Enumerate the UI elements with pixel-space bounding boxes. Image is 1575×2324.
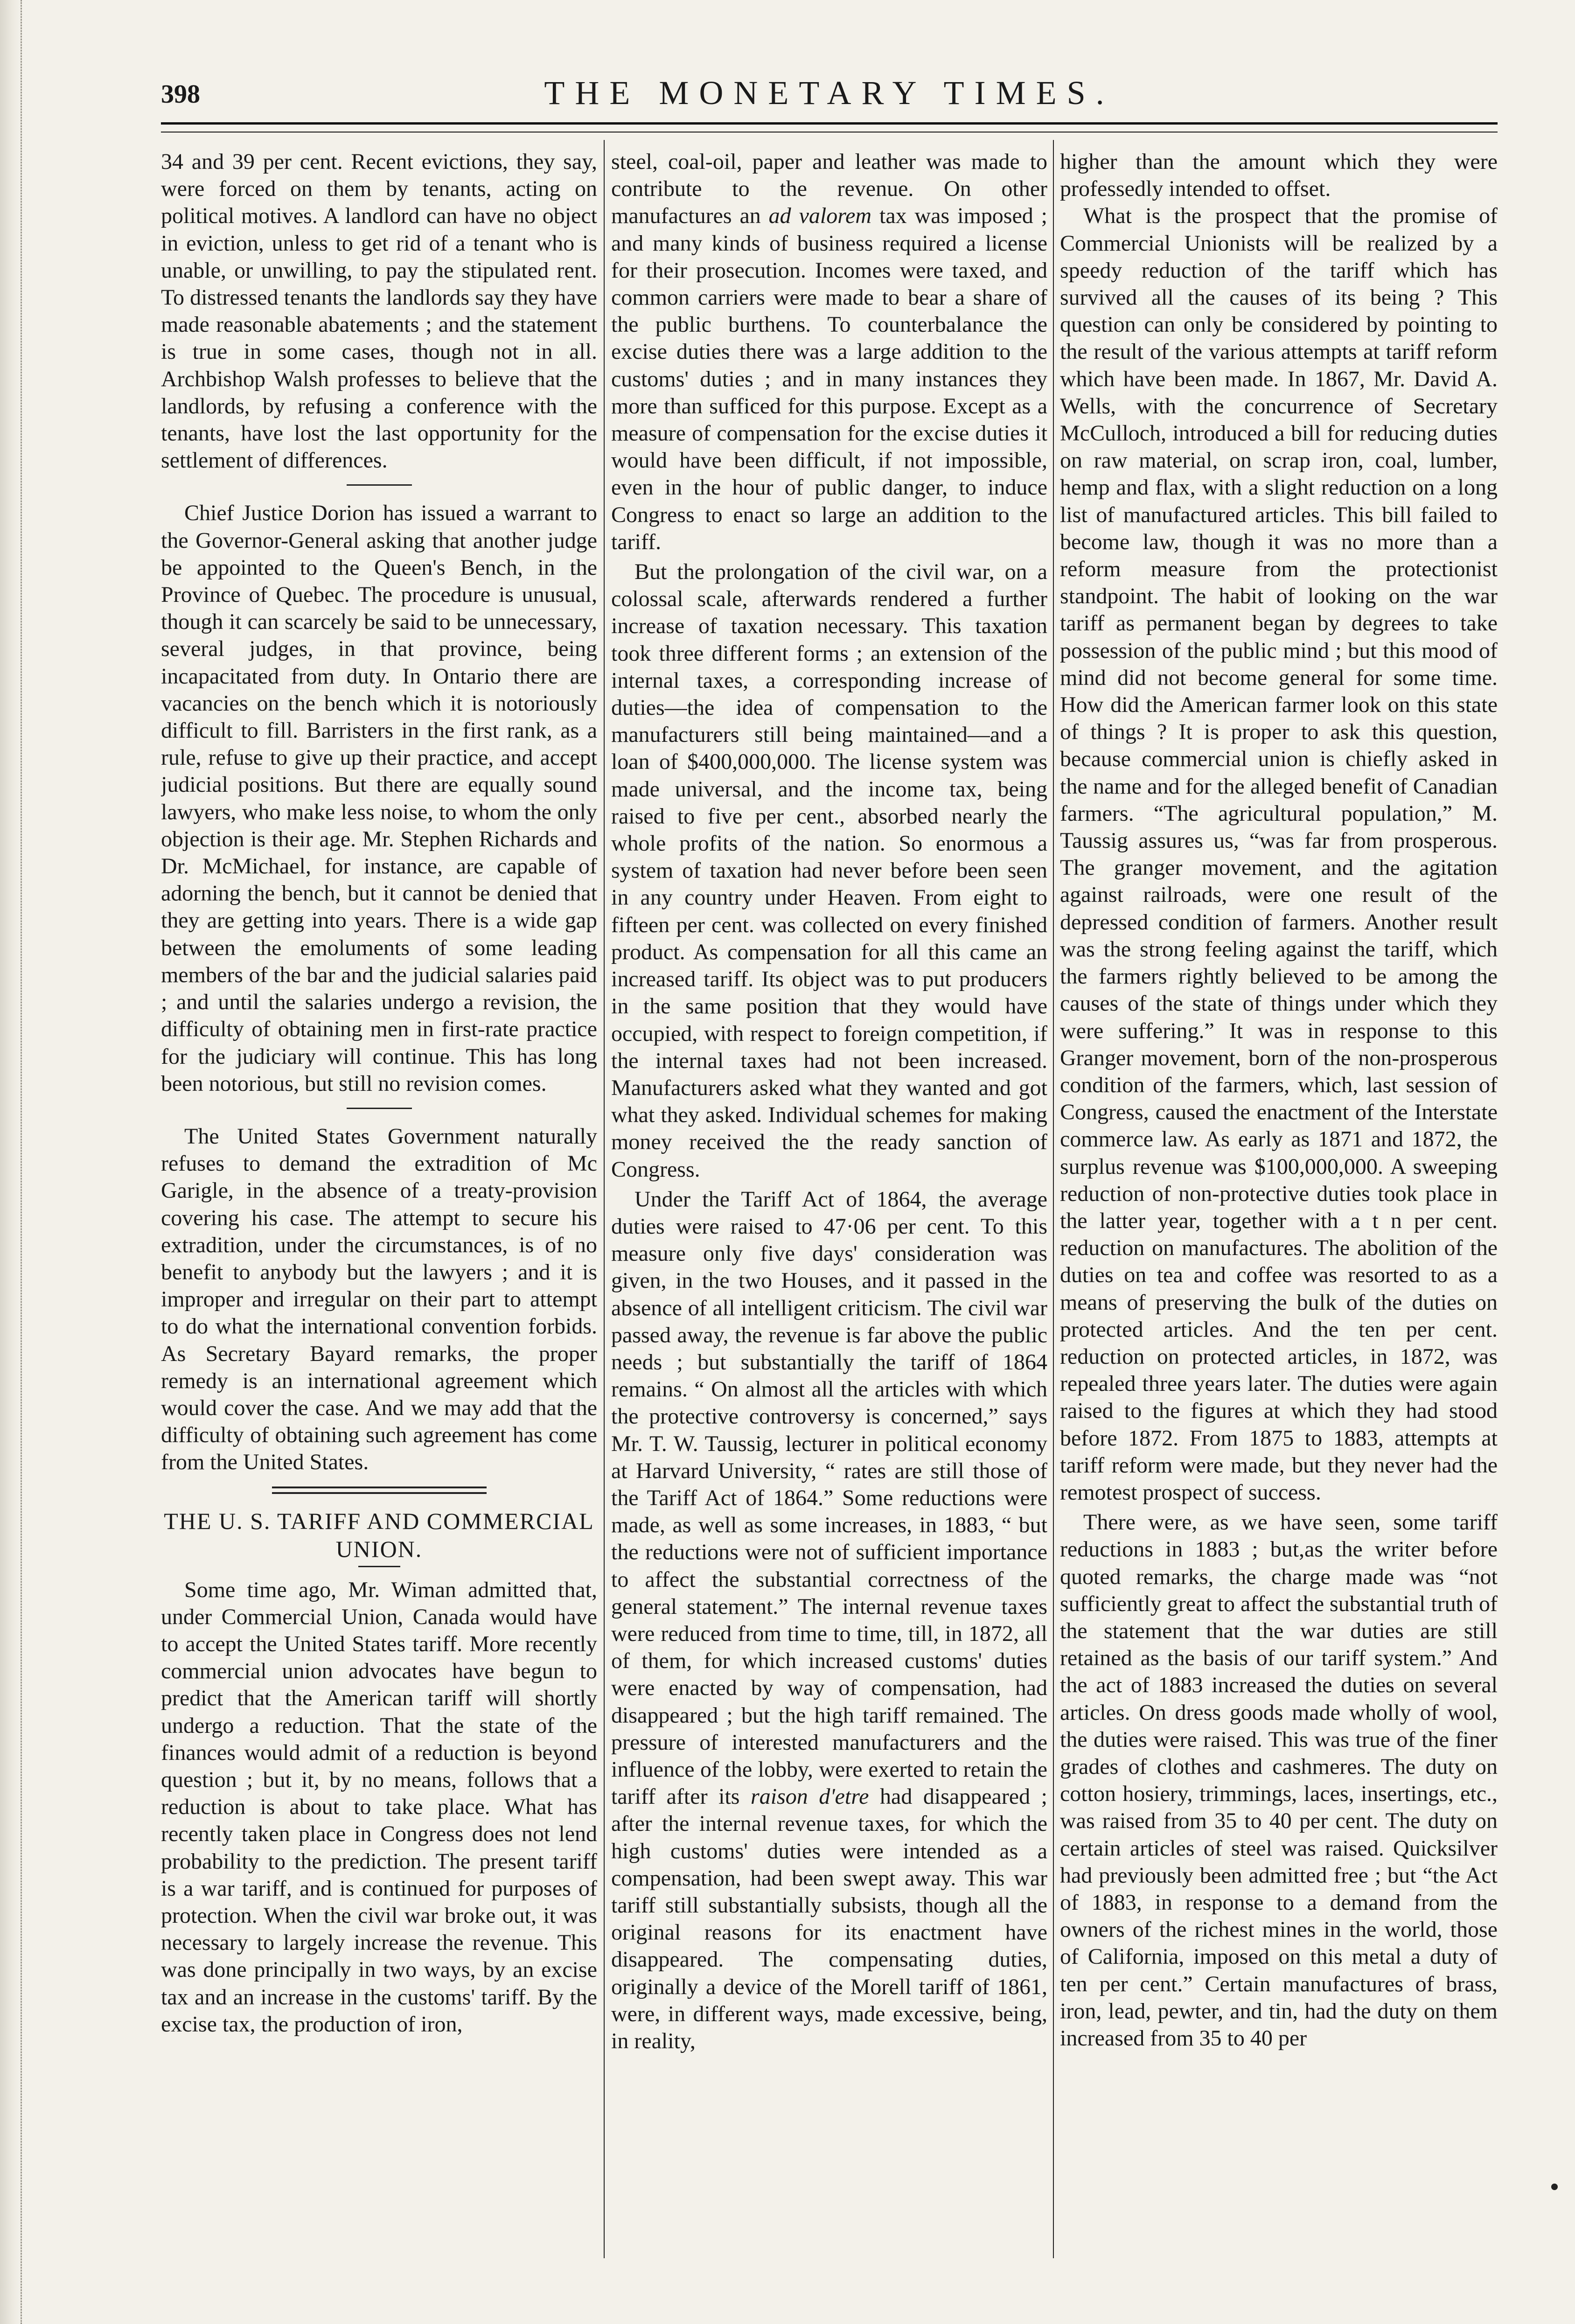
- column-3: [1060, 148, 1498, 2276]
- title-underline: [358, 1566, 400, 1567]
- paragraph-civil-war: But the prolongation of the civil war, on a colossal scale, afterwards rendered a further increase of taxation necessary. This taxation took three different forms ; an extension of the internal taxes, a corresponding increase of duties—the idea of compensation to the manufacturers still being maintained—and a loan of $400,000,000. The license system was made universal, and the income tax, being raised to five per cent., absorbed nearly the whole profits of the nation. So enormous a system of taxation had never before been seen in any country under Heaven. From eight to fifteen per cent. was collected on every finished product. As compensation for all this came an increased tariff. Its object was to put producers in the same position that they would have occupied, with respect to foreign competition, if the internal taxes had not been increased. Manufacturers asked what they wanted and got what they asked. Individual schemes for making money received the the ready sanction of Congress.: [611, 559, 1047, 1182]
- separator-rule: [347, 1108, 412, 1109]
- margin-ink-dot: [1551, 2184, 1558, 2190]
- text-run: tax was imposed ; and many kinds of business required a license for their prosecution. Incomes were taxed, and common carriers were made to bear a share of the public burthens. To counterbalance the excise duties there was a large addition to the customs' duties ; and in many instances they more than sufficed for this purpose. Except as a measure of compensation for the excise duties it would have been difficult, if not impossible, even in the hour of public danger, to induce Congress to enact so large an addition to the tariff.: [611, 203, 1047, 554]
- paragraph-tariff-intro: Some time ago, Mr. Wiman admitted that, under Commercial Union, Canada would have to accept the United States tariff. More recently commercial union advocates have begun to predict that the American tariff will shortly undergo a reduction. That the state of the finances would admit of a reduction is beyond question ; but it, by no means, follows that a reduction is about to take place. What has recently taken place in Congress does not lend probability to the prediction. The present tariff is a war tariff, and is continued for purposes of protection. When the civil war broke out, it was necessary to largely increase the revenue. This was done principally in two ways, by an excise tax and an increase in the customs' tariff. By the excise tax, the production of iron,: [161, 1577, 597, 2037]
- italic-term: raison d'etre: [751, 1784, 869, 1809]
- column-1: [161, 148, 597, 2276]
- paragraph-prospect: What is the prospect that the promise of Commercial Unionists will be realized by a speedy reduction of the tariff which has survived all the causes of its being ? This question can only be considered by pointing to the result of the various attempts at tariff reform which have been made. In 1867, Mr. David A. Wells, with the concurrence of Secretary McCulloch, introduced a bill for reducing duties on raw material, on scrap iron, coal, lumber, hemp and flax, with a slight reduction on a long list of manufactured articles. This bill failed to become law, though it was no more than a reform measure from the protectionist standpoint. The habit of looking on the war tariff as permanent began by degrees to take possession of the public mind ; but this mood of mind did not become general for some time. How did the American farmer look on this state of things ? It is proper to ask this question, because commercial union is chiefly asked in the name and for the alleged benefit of Canadian farmers. “The agricultural population,” M. Taussig assures us, “was far from prosperous. The granger movement, and the agitation against railroads, were one result of the depressed condition of farmers. Another result was the strong feeling against the tariff, which the farmers rightly believed to be among the causes of the state of things under which they were suffering.” It was in response to this Granger movement, born of the non-prosperous condition of the farmers, which, last session of Congress, caused the enactment of the Interstate commerce law. As early as 1871 and 1872, the surplus revenue was $100,000,000. A sweeping reduction of non-protective duties took place in the latter year, together with a t n per cent. reduction on manufactures. The abolition of the duties on tea and coffee was resorted to as a means of preserving the bulk of the duties on protected articles. And the ten per cent. reduction on protected articles, in 1872, was repealed three years later. The duties were again raised to the figures at which they had stood before 1872. From 1875 to 1883, attempts at tariff reform were made, but they never had the remotest prospect of success.: [1060, 203, 1498, 1505]
- text-run: steel, coal-oil, paper and leather was made to contribute to the revenue. On other manufactures an: [611, 149, 1047, 229]
- header-rule-thin: [161, 132, 1498, 133]
- text-run: had disappeared ; after the internal revenue taxes, for which the high customs' duties were intended as a compensation, had been swept away. This war tariff still substantially subsists, though all the original reasons for its enactment have disappeared. The compensating duties, originally a device of the Morell tariff of 1861, were, in different ways, made excessive, being, in reality,: [611, 1784, 1047, 2054]
- paragraph-reductions-1883: There were, as we have seen, some tariff reductions in 1883 ; but,as the writer before quoted remarks, the charge made was “not sufficiently great to affect the substantial truth of the statement that the war duties are still retained as the basis of our tariff system.” And the act of 1883 increased the duties on several articles. On dress goods made wholly of wool, the duties were raised. This was true of the finer grades of clothes and cashmeres. The duty on cotton hosiery, trimmings, laces, insertings, etc., was raised from 35 to 40 per cent. The duty on certain articles of steel was raised. Quicksilver had previously been admitted free ; but “the Act of 1883, in response to a demand from the owners of the richest mines in the world, those of California, imposed on this metal a duty of ten per cent.” Certain manufactures of brass, iron, lead, pewter, and tin, had the duty on them increased from 35 to 40 per: [1060, 1510, 1498, 2051]
- page-number: 398: [161, 80, 200, 109]
- text-run: Under the Tariff Act of 1864, the average duties were raised to 47·06 per cent. To this measure only five days' consideration was given, in the two Houses, and it passed in the absence of all intelligent criticism. The civil war passed away, the revenue is far above the public needs ; but substantially the tariff of 1864 remains. “ On almost all the articles with which the protective controversy is concerned,” says Mr. T. W. Taussig, lecturer in political economy at Harvard University, “ rates are still those of the Tariff Act of 1864.” Some reductions were made, as well as some increases, in 1883, “ but the reductions were not of sufficient importance to affect the substantial correctness of the general statement.” The internal revenue taxes were reduced from time to time, till, in 1872, all of them, for which increased customs' duties were enacted by way of compensation, had disappeared ; but the high tariff remained. The pressure of interested manufacturers and the influence of the lobby, were exerted to retain the tariff after its: [611, 1186, 1047, 1809]
- journal-title: THE MONETARY TIMES.: [544, 74, 1115, 112]
- separator-rule: [347, 484, 412, 486]
- italic-term: ad valorem: [768, 203, 872, 229]
- paragraph-extradition: The United States Government naturally refuses to demand the extradition of Mc Garigle, in the absence of a treaty-provision covering his case. The attempt to secure his extradition, under the circumstances, is of no benefit to anybody but the lawyers ; and it is improper and irregular on their part to attempt to do what the international convention forbids. As Secretary Bayard remarks, the proper remedy is an international agreement which would cover the case. And we may add that the difficulty of obtaining such agreement has come from the United States.: [161, 1124, 597, 1475]
- paragraph-evictions: 34 and 39 per cent. Recent evictions, they say, were forced on them by tenants, acting on political motives. A landlord can have no object in eviction, unless to get rid of a tenant who is unable, or unwilling, to pay the stipulated rent. To distressed tenants the landlords say they have made reasonable abatements ; and the statement is true in some cases, though not in all. Archbishop Walsh professes to believe that the landlords, by refusing a conference with the tenants, have lost the last opportunity for the settlement of differences.: [161, 149, 597, 473]
- header-rule-thick: [161, 122, 1498, 125]
- page-header: [161, 70, 1498, 126]
- section-title: THE U. S. TARIFF AND COMMERCIAL UNION.: [164, 1507, 594, 1562]
- paragraph-dorion: Chief Justice Dorion has issued a warrant to the Governor-General asking that another judge be appointed to the Queen's Bench, in the Province of Quebec. The procedure is unusual, though it can scarcely be said to be unnecessary, several judges, in that province, being incapacitated from duty. In Ontario there are vacancies on the bench which it is notoriously difficult to fill. Barristers in the first rank, as a rule, refuse to give up their practice, and accept judicial positions. But there are equally sound lawyers, who make less noise, to whom the only objection is their age. Mr. Stephen Richards and Dr. McMichael, for instance, are capable of adorning the bench, but it cannot be denied that they are getting into years. There is a wide gap between the emoluments of some leading members of the bar and the judicial salaries paid ; and until the salaries undergo a revision, the difficulty of obtaining men in first-rate practice for the judiciary will continue. This has long been notorious, but still no revision comes.: [161, 501, 597, 1096]
- paragraph-offset: higher than the amount which they were professedly intended to offset.: [1060, 149, 1498, 202]
- paragraph-tariff-1864: [611, 1186, 1047, 2055]
- column-divider-1: [604, 140, 605, 2258]
- column-2: [611, 148, 1047, 2276]
- column-divider-2: [1053, 140, 1054, 2258]
- scanned-page-edge: [0, 0, 22, 2324]
- paragraph-excise: [611, 148, 1047, 556]
- section-double-rule: [272, 1487, 487, 1494]
